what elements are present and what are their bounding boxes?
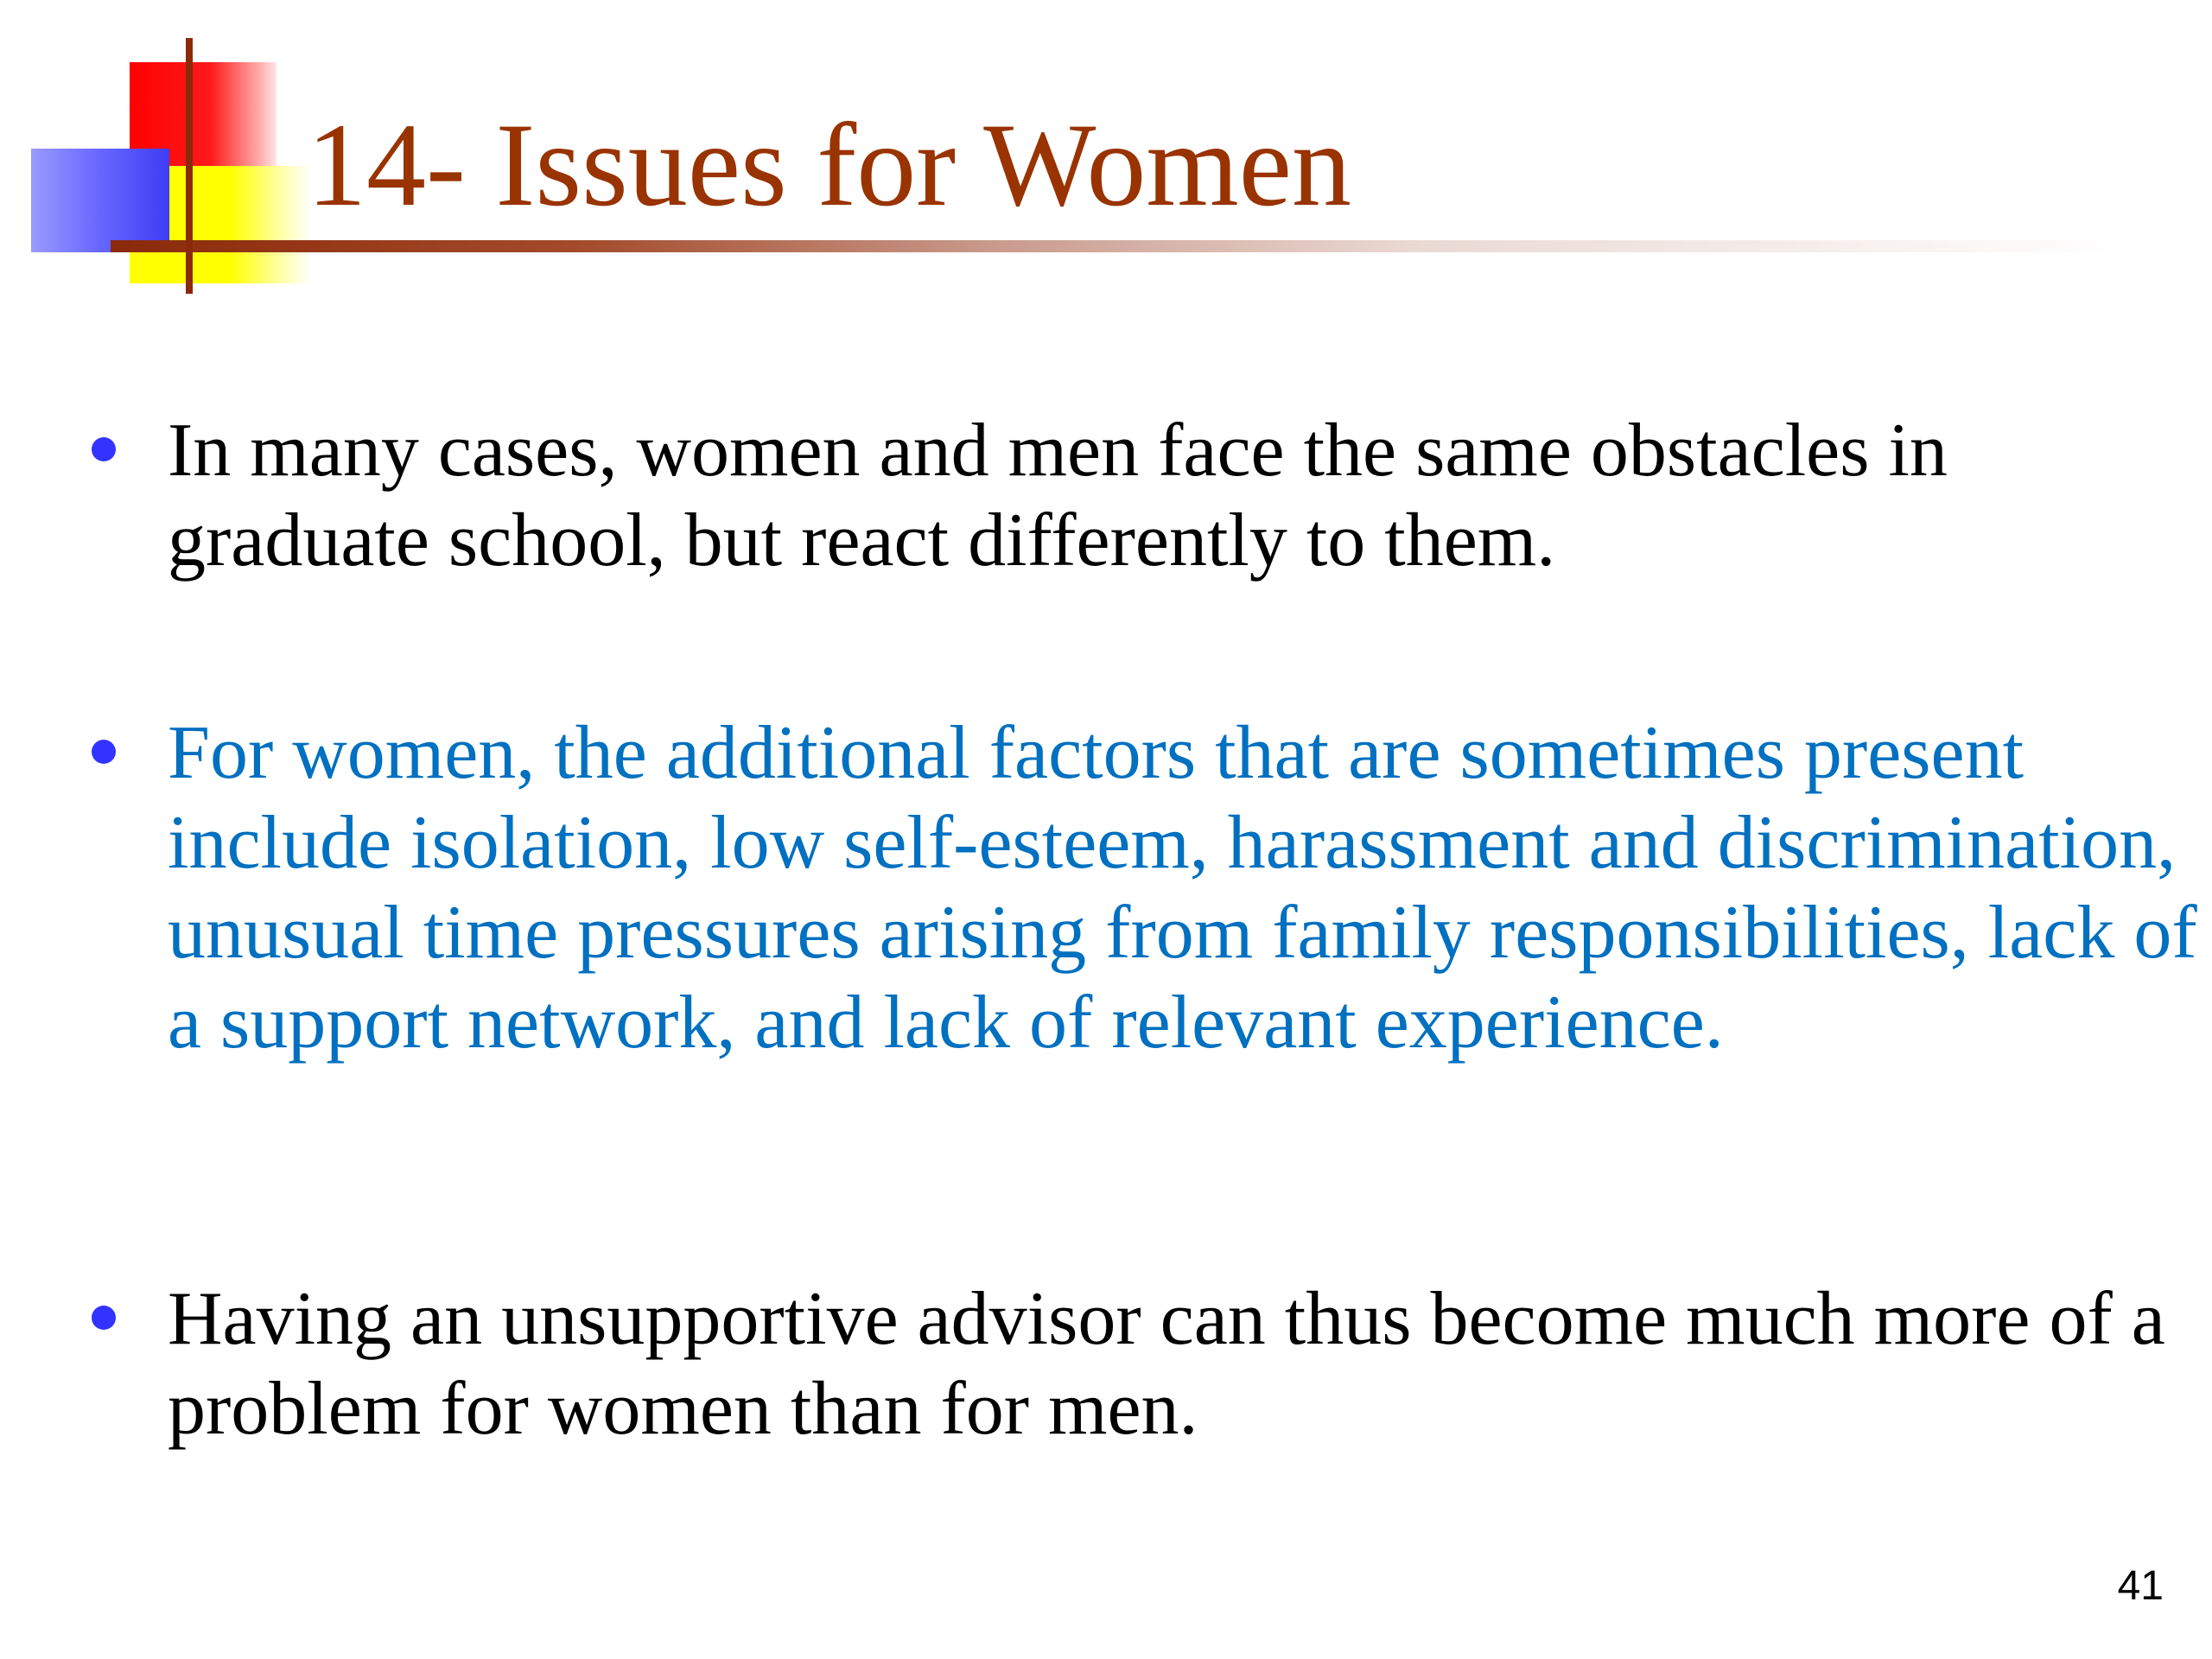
decorative-vertical-rule — [186, 38, 193, 294]
page-number: 41 — [2117, 1563, 2164, 1609]
bullet-text-highlighted: For women, the additional factors that are sometimes present include isolation, low self-esteem, harassment and discrimination, unusual time pressures arising from family responsibilities, lack of a support network, and lack of relevant experience. — [168, 711, 2197, 1065]
title-underline-rule — [111, 240, 2212, 252]
bullet-text: Having an unsupportive advisor can thus become much more of a problem for women than for men. — [168, 1277, 2165, 1451]
slide-title: 14- Issues for Women — [307, 99, 1351, 231]
decorative-blue-square — [31, 149, 169, 252]
bullet-text: In many cases, women and men face the same obstacles in graduate school, but react differently to them. — [168, 409, 1948, 582]
bullet-marker-icon — [92, 437, 116, 461]
bullet-marker-icon — [92, 1306, 116, 1330]
bullet-marker-icon — [92, 740, 116, 764]
